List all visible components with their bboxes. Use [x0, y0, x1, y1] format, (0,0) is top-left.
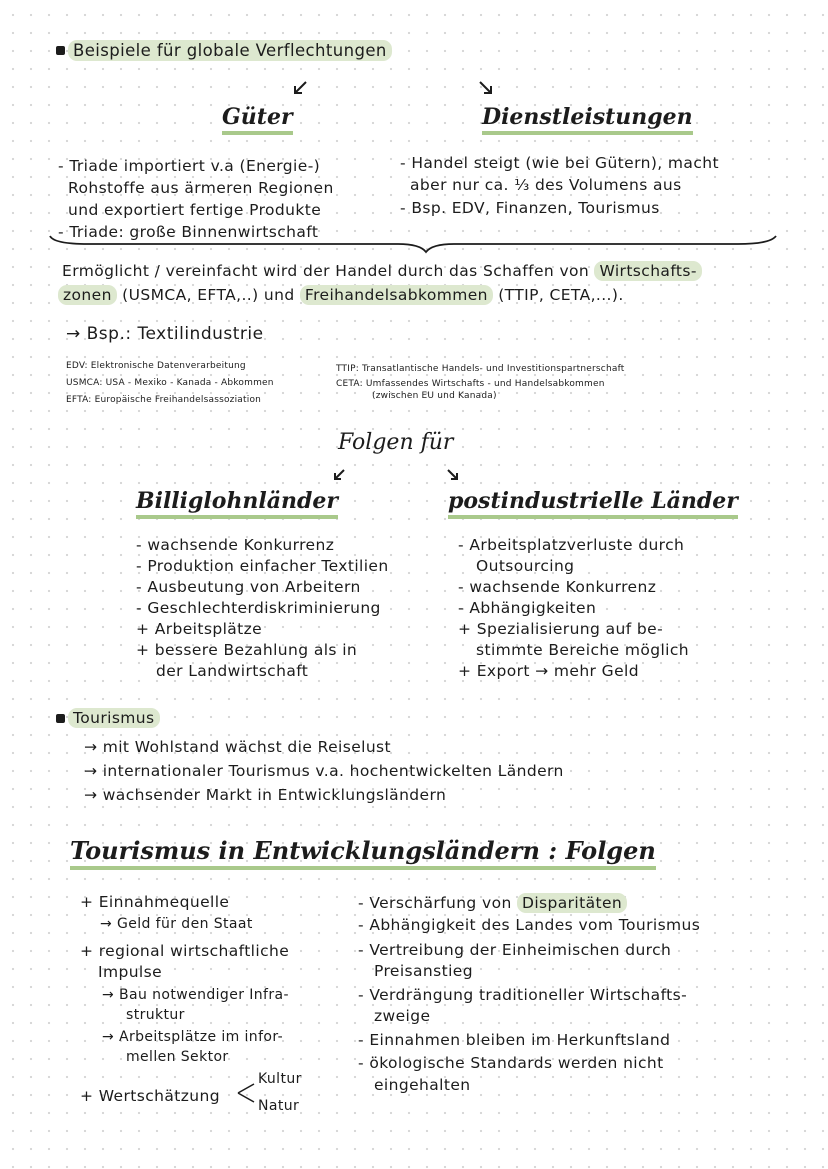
summary-line-1 [62, 262, 702, 280]
gueter-line: und exportiert fertige Produkte [68, 201, 322, 219]
folgen-right-line: - ökologische Standards werden nicht [358, 1054, 664, 1072]
folgen-right-line-1 [358, 894, 627, 912]
gueter-line: - Triade importiert v.a (Energie-) [58, 157, 321, 175]
section-title-tourismus: Tourismus [68, 708, 160, 728]
summary-text: Ermöglicht / vereinfacht wird der Handel durch das Schaffen von [62, 262, 590, 280]
summary-line-2 [58, 286, 624, 304]
post-line: Outsourcing [476, 557, 575, 575]
tourismus-line: → mit Wohlstand wächst die Reiselust [84, 738, 392, 756]
folgen-left-line: Impulse [98, 963, 163, 981]
heading-gueter: Güter [222, 104, 293, 135]
billig-line: - Geschlechterdiskriminierung [136, 599, 381, 617]
post-line: + Spezialisierung auf be- [458, 620, 664, 638]
post-line: stimmte Bereiche möglich [476, 641, 690, 659]
heading-tourismus-entwicklungslaender: Tourismus in Entwicklungsländern : Folgen [70, 836, 656, 870]
brace-divider [48, 232, 778, 254]
dienst-line: aber nur ca. ⅓ des Volumens aus [410, 176, 682, 194]
folgen-left-line: → Bau notwendiger Infra- [102, 987, 289, 1003]
folgen-left-line: → Geld für den Staat [100, 916, 253, 932]
billig-line: - Ausbeutung von Arbeitern [136, 578, 361, 596]
summary-text: (TTIP, CETA,...). [498, 286, 624, 304]
billig-line: + Arbeitsplätze [136, 620, 263, 638]
dienst-line: - Handel steigt (wie bei Gütern), macht [400, 154, 719, 172]
tourismus-line: → wachsender Markt in Entwicklungsländern [84, 786, 447, 804]
folgen-right-line: - Abhängigkeit des Landes vom Tourismus [358, 916, 701, 934]
post-line: - Abhängigkeiten [458, 599, 597, 617]
branch-fork-icon [236, 1080, 258, 1106]
dienst-line: - Bsp. EDV, Finanzen, Tourismus [400, 199, 660, 217]
billig-line: + bessere Bezahlung als in [136, 641, 358, 659]
post-line: + Export → mehr Geld [458, 662, 639, 680]
heading-folgen-fuer: Folgen für [338, 430, 454, 455]
folgen-left-line: struktur [126, 1007, 185, 1023]
abbrev-line: CETA: Umfassendes Wirtschafts - und Handelsabkommen [336, 379, 605, 389]
post-line: - Arbeitsplatzverluste durch [458, 536, 685, 554]
folgen-right-line: - Verdrängung traditioneller Wirtschafts- [358, 986, 688, 1004]
arrow-down-left-icon [292, 80, 308, 96]
folgen-left-line: + Wertschätzung [80, 1087, 220, 1105]
post-line: - wachsende Konkurrenz [458, 578, 657, 596]
folgen-left-line: + Einnahmequelle [80, 893, 230, 911]
section-title-verflechtungen: Beispiele für globale Verflechtungen [68, 40, 392, 61]
summary-highlight: Wirtschafts- [594, 261, 701, 281]
summary-highlight: zonen [58, 285, 117, 305]
abbrev-line: TTIP: Transatlantische Handels- und Investitionspartnerschaft [336, 364, 625, 374]
arrow-down-right-icon [446, 468, 460, 482]
summary-text: (USMCA, EFTA,..) und [122, 286, 295, 304]
abbrev-line: EFTA: Europäische Freihandelsassoziation [66, 395, 262, 405]
heading-postindustrielle-laender: postindustrielle Länder [448, 488, 738, 519]
billig-line: der Landwirtschaft [156, 662, 309, 680]
folgen-left-line: Kultur [258, 1071, 302, 1087]
heading-billiglohnlaender: Billiglohnländer [136, 488, 338, 519]
abbrev-line: (zwischen EU und Kanada) [372, 391, 497, 401]
gueter-line: Rohstoffe aus ärmeren Regionen [68, 179, 334, 197]
folgen-left-line: Natur [258, 1098, 300, 1114]
folgen-right-line: zweige [374, 1007, 431, 1025]
folgen-right-line: Preisanstieg [374, 962, 473, 980]
tourismus-line: → internationaler Tourismus v.a. hochentwickelten Ländern [84, 762, 564, 780]
arrow-down-left-icon [332, 468, 346, 482]
bullet-point-icon [56, 714, 65, 723]
folgen-right-line: - Vertreibung der Einheimischen durch [358, 941, 672, 959]
folgen-right-line: eingehalten [374, 1076, 471, 1094]
folgen-left-line: + regional wirtschaftliche [80, 942, 290, 960]
summary-highlight: Freihandelsabkommen [300, 285, 493, 305]
heading-dienstleistungen: Dienstleistungen [482, 104, 693, 135]
disparitaeten-highlight: Disparitäten [517, 893, 627, 913]
folgen-right-text: - Verschärfung von [358, 894, 512, 912]
example-textilindustrie: → Bsp.: Textilindustrie [66, 324, 264, 344]
folgen-left-line: mellen Sektor [126, 1049, 229, 1065]
billig-line: - Produktion einfacher Textilien [136, 557, 389, 575]
abbrev-line: EDV: Elektronische Datenverarbeitung [66, 361, 246, 371]
folgen-left-line: → Arbeitsplätze im infor- [102, 1029, 284, 1045]
arrow-down-right-icon [478, 80, 494, 96]
folgen-right-line: - Einnahmen bleiben im Herkunftsland [358, 1031, 671, 1049]
abbrev-line: USMCA: USA - Mexiko - Kanada - Abkommen [66, 378, 274, 388]
gueter-line: - Triade: große Binnenwirtschaft [58, 223, 319, 241]
bullet-point-icon [56, 46, 65, 55]
billig-line: - wachsende Konkurrenz [136, 536, 335, 554]
